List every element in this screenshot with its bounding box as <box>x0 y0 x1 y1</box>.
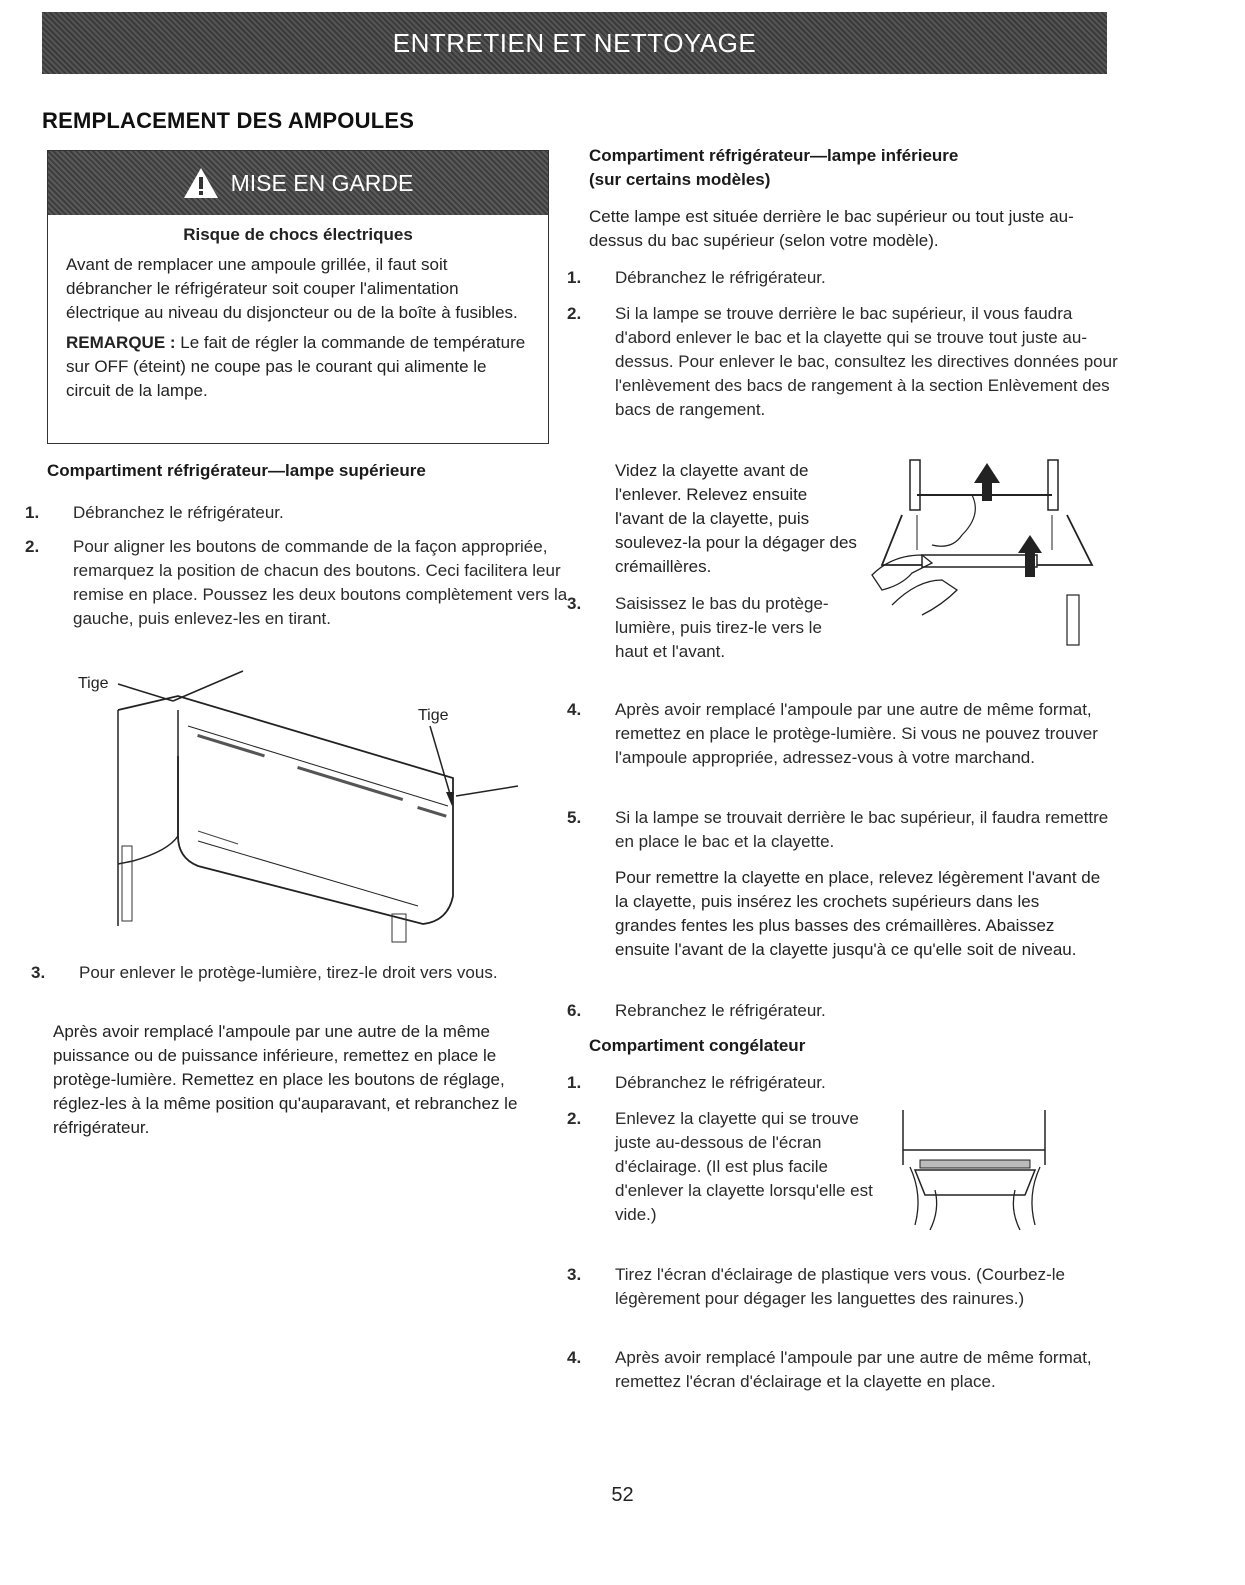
right-intro: Cette lampe est située derrière le bac supérieur ou tout juste au-dessus du bac supérieur (selon votre modèle). <box>589 207 1074 250</box>
left-step-3: 3. Pour enlever le protège-lumière, tirez-le droit vers vous. <box>31 963 498 982</box>
freezer-step-3: 3. Tirez l'écran d'éclairage de plastique vers vous. (Courbez-le légèrement pour dégager les languettes des rainures.) <box>567 1265 1065 1308</box>
warning-title: MISE EN GARDE <box>230 169 414 196</box>
right-step-2-extra: Videz la clayette avant de l'enlever. Relevez ensuite l'avant de la clayette, puis soulevez-la pour la dégager des crémaillères. <box>615 461 857 576</box>
freezer-step-1: 1. Débranchez le réfrigérateur. <box>567 1073 826 1092</box>
freezer-heading: Compartiment congélateur <box>589 1036 806 1055</box>
section-title: REMPLACEMENT DES AMPOULES <box>42 108 415 133</box>
warning-triangle-icon <box>183 167 219 199</box>
warning-note <box>66 331 530 403</box>
right-step-6: 6. Rebranchez le réfrigérateur. <box>567 1001 826 1020</box>
left-step-1: 1. Débranchez le réfrigérateur. <box>25 503 284 522</box>
freezer-step-2: 2. Enlevez la clayette qui se trouve juste au-dessous de l'écran d'éclairage. (Il est plus facile d'enlever la clayette lorsqu'elle est vide.) <box>567 1109 873 1224</box>
right-step-5-extra: Pour remettre la clayette en place, relevez légèrement l'avant de la clayette, puis insérez les crochets supérieurs dans les grandes fentes les plus basses des crémaillères. Abaissez ensuite l'avant de la clayette jusqu'à ce qu'elle soit de niveau. <box>615 868 1101 959</box>
lower-lamp-heading: Compartiment réfrigérateur—lampe inférieure <box>589 146 959 165</box>
left-paragraph: Après avoir remplacé l'ampoule par une autre de la même puissance ou de puissance inférieure, remettez en place le protège-lumière. Remettez en place les boutons de réglage, réglez-les à la même position qu'auparavant, et rebranchez le réfrigérateur. <box>53 1022 518 1137</box>
figure-label-left: Tige <box>78 675 109 692</box>
figure-label-right: Tige <box>418 707 449 724</box>
left-step-2: 2. Pour aligner les boutons de commande de la façon appropriée, remarquez la position de chacun des boutons. Ceci facilitera leur remise en place. Poussez les deux boutons complètement vers la gauche, puis enlevez-les en tirant. <box>25 537 568 628</box>
freezer-light-figure <box>895 1105 1055 1235</box>
freezer-step-4: 4. Après avoir remplacé l'ampoule par une autre de même format, remettez l'écran d'éclairage et la clayette en place. <box>567 1348 1092 1391</box>
header-banner <box>42 12 1107 74</box>
note-text: Le fait de régler la commande de température sur OFF (éteint) ne coupe pas le courant qui alimente le circuit de la lampe. <box>66 333 526 400</box>
right-step-2: 2. Si la lampe se trouve derrière le bac supérieur, il vous faudra d'abord enlever le bac et la clayette qui se trouve tout juste au-dessus. Pour enlever le bac, consultez les directives données pour l'enlèvement des bacs de rangement à la section Enlèvement des bacs de rangement. <box>567 304 1118 419</box>
shelf-removal-figure <box>862 455 1097 655</box>
warning-subtitle: Risque de chocs électriques <box>183 225 413 244</box>
right-step-5: 5. Si la lampe se trouvait derrière le bac supérieur, il faudra remettre en place le bac et la clayette. <box>567 808 1109 851</box>
warning-box <box>47 150 549 444</box>
warning-header <box>48 151 548 215</box>
lower-lamp-subheading: (sur certains modèles) <box>589 170 771 189</box>
banner-title: ENTRETIEN ET NETTOYAGE <box>392 27 757 58</box>
right-step-4: 4. Après avoir remplacé l'ampoule par une autre de même format, remettez en place le protège-lumière. Si vous ne pouvez trouver l'ampoule appropriée, adressez-vous à votre marchand. <box>567 700 1098 767</box>
control-panel-figure <box>78 666 528 946</box>
warning-text: Avant de remplacer une ampoule grillée, il faut soit débrancher le réfrigérateur soit couper l'alimentation électrique au niveau du disjoncteur ou de la boîte à fusibles. <box>66 255 518 322</box>
page-number: 52 <box>611 1484 634 1506</box>
right-step-3: 3. Saisissez le bas du protège-lumière, puis tirez-le vers le haut et l'avant. <box>567 594 829 661</box>
note-label: REMARQUE : <box>66 333 176 352</box>
right-step-1: 1. Débranchez le réfrigérateur. <box>567 268 826 287</box>
upper-lamp-heading: Compartiment réfrigérateur—lampe supérieure <box>47 461 426 480</box>
